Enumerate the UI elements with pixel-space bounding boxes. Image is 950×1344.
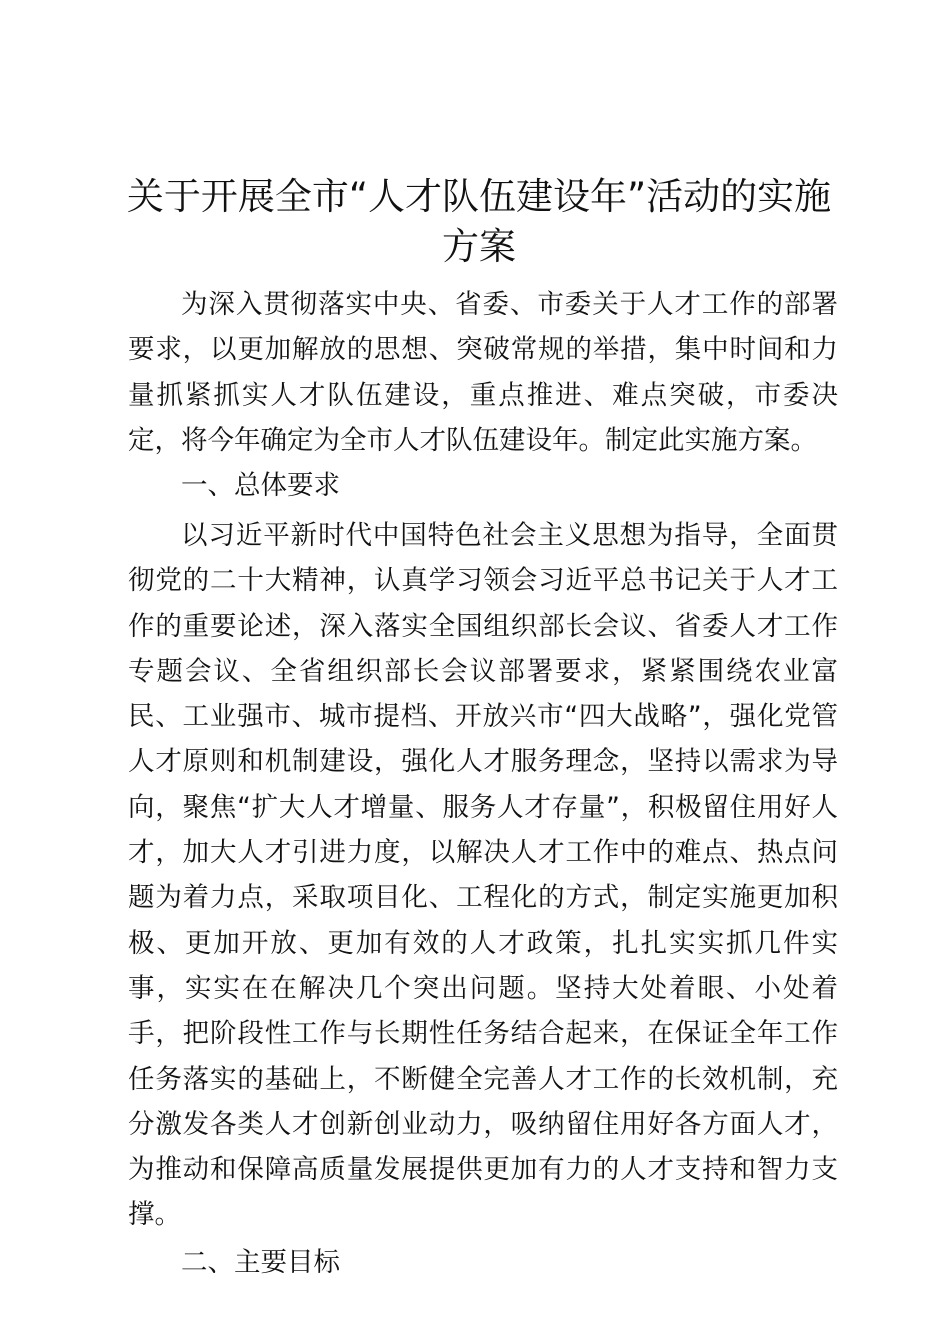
intro-paragraph: 为深入贯彻落实中央、省委、市委关于人才工作的部署要求，以更加解放的思想、突破常规的举措，集中时间和力量抓紧抓实人才队伍建设，重点推进、难点突破，市委决定，将今年确定为全市人才队伍建设年。制定此实施方案。 <box>128 289 838 456</box>
document-title: 关于开展全市“人才队伍建设年”活动的实施方案 <box>126 175 832 268</box>
section-heading-general-requirements: 一、总体要求 <box>181 470 340 501</box>
section-heading-main-goals: 二、主要目标 <box>181 1246 340 1278</box>
general-requirements-paragraph: 以习近平新时代中国特色社会主义思想为指导，全面贯彻党的二十大精神，认真学习领会习近平总书记关于人才工作的重要论述，深入落实全国组织部长会议、省委人才工作专题会议、全省组织部长会议部署要求，紧紧围绕农业富民、工业强市、城市提档、开放兴市“四大战略”，强化党管人才原则和机制建设，强化人才服务理念，坚持以需求为导向，聚焦“扩大人才增量、服务人才存量”，积极留住用好人才，加大人才引进力度，以解决人才工作中的难点、热点问题为着力点，采取项目化、工程化的方式，制定实施更加积极、更加开放、更加有效的人才政策，扎扎实实抓几件实事，实实在在解决几个突出问题。坚持大处着眼、小处着手，把阶段性工作与长期性任务结合起来，在保证全年工作任务落实的基础上，不断健全完善人才工作的长效机制，充分激发各类人才创新创业动力，吸纳留住用好各方面人才，为推动和保障高质量发展提供更加有力的人才支持和智力支撑。 <box>128 520 838 1231</box>
document-body <box>128 282 838 1285</box>
